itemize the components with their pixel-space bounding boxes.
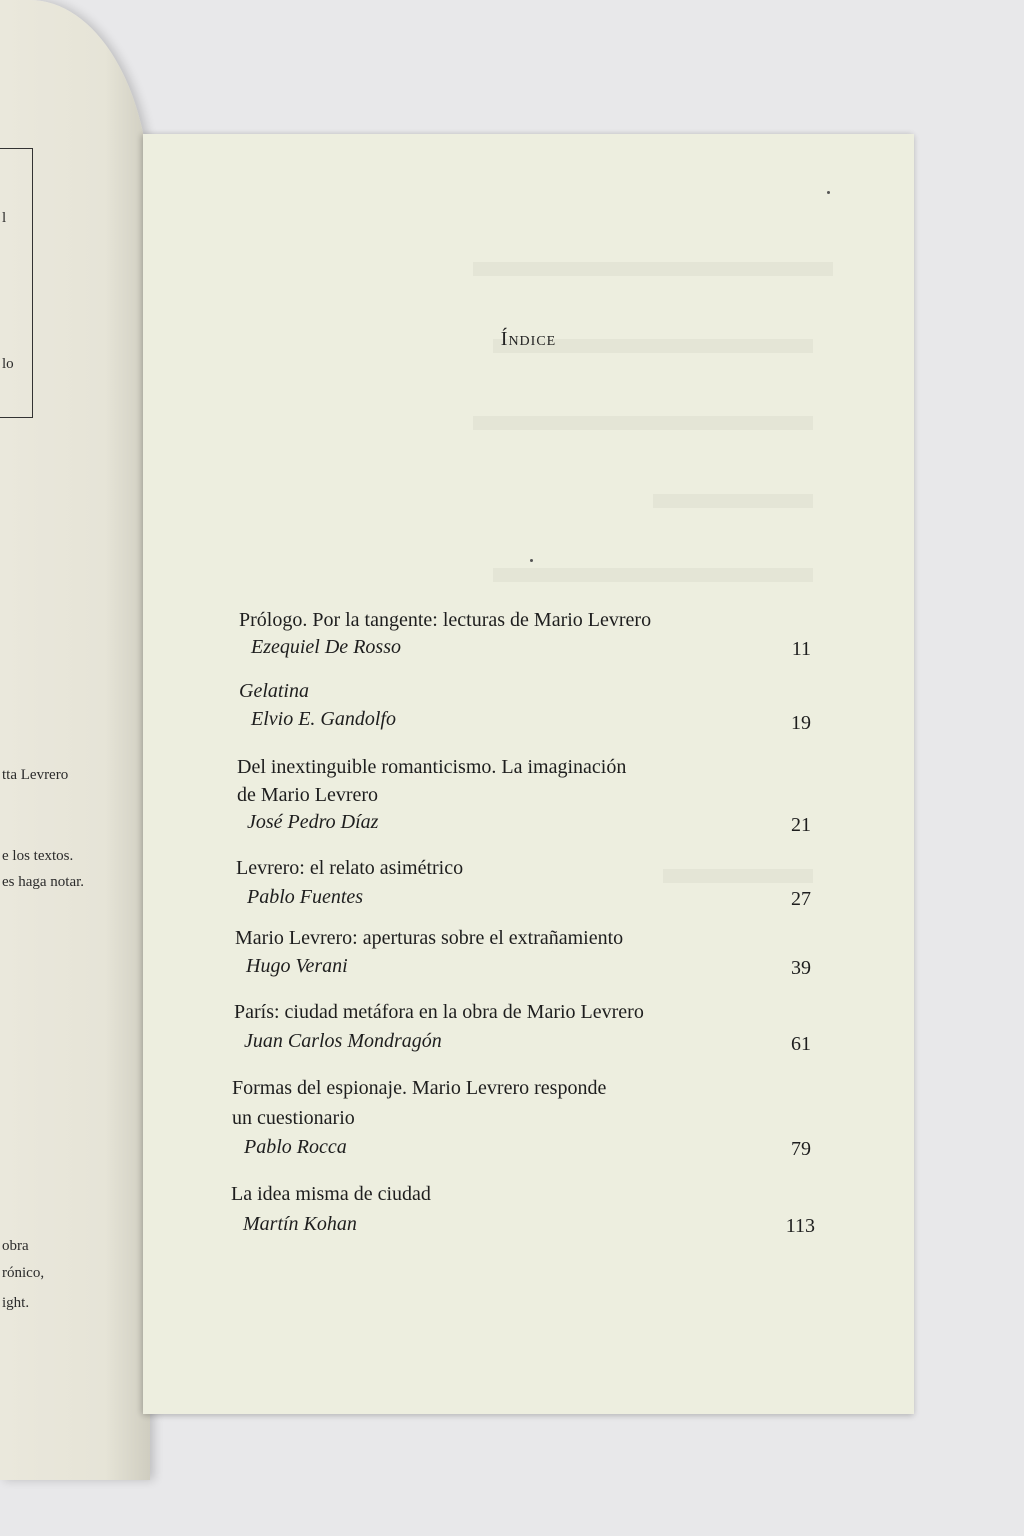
entry-author: Pablo Fuentes bbox=[247, 886, 364, 908]
show-through bbox=[663, 869, 813, 883]
index-page bbox=[143, 134, 914, 1414]
entry-title: La idea misma de ciudad bbox=[231, 1183, 431, 1205]
entry-page: 61 bbox=[791, 1033, 811, 1055]
entry-title: Gelatina bbox=[239, 680, 309, 702]
entry-page: 39 bbox=[791, 957, 811, 979]
entry-page: 27 bbox=[791, 888, 811, 910]
left-fragment: ight. bbox=[2, 1295, 30, 1311]
entry-author: Elvio E. Gandolfo bbox=[251, 708, 396, 730]
left-fragment: obra bbox=[2, 1238, 29, 1254]
show-through bbox=[473, 416, 813, 430]
entry-title: un cuestionario bbox=[232, 1107, 355, 1129]
speck bbox=[827, 191, 830, 194]
entry-title: Levrero: el relato asimétrico bbox=[236, 857, 464, 879]
left-fragment: tta Levrero bbox=[2, 767, 69, 783]
left-page-frame bbox=[0, 148, 33, 418]
entry-author: Hugo Verani bbox=[246, 955, 348, 977]
page-title: Índice bbox=[500, 328, 557, 350]
entry-page: 113 bbox=[785, 1215, 815, 1237]
entry-page: 21 bbox=[791, 814, 811, 836]
entry-title: Mario Levrero: aperturas sobre el extrañamiento bbox=[235, 927, 624, 949]
entry-author: Pablo Rocca bbox=[244, 1136, 347, 1158]
entry-author: Juan Carlos Mondragón bbox=[244, 1030, 442, 1052]
entry-title: de Mario Levrero bbox=[237, 784, 379, 806]
show-through bbox=[473, 262, 833, 276]
left-fragment: l bbox=[2, 210, 7, 226]
entry-page: 11 bbox=[791, 638, 811, 660]
speck bbox=[530, 559, 533, 562]
left-fragment: rónico, bbox=[2, 1265, 45, 1281]
left-fragment: lo bbox=[2, 356, 14, 372]
entry-title: Del inextinguible romanticismo. La imaginación bbox=[237, 756, 627, 778]
entry-title: Prólogo. Por la tangente: lecturas de Mario Levrero bbox=[239, 609, 652, 631]
entry-page: 19 bbox=[791, 712, 811, 734]
left-page bbox=[0, 0, 150, 1480]
entry-author: José Pedro Díaz bbox=[247, 811, 379, 833]
entry-page: 79 bbox=[791, 1138, 811, 1160]
show-through bbox=[653, 494, 813, 508]
entry-title: París: ciudad metáfora en la obra de Mario Levrero bbox=[234, 1001, 644, 1023]
entry-author: Martín Kohan bbox=[243, 1213, 357, 1235]
entry-title: Formas del espionaje. Mario Levrero responde bbox=[232, 1077, 607, 1099]
entry-author: Ezequiel De Rosso bbox=[251, 636, 401, 658]
left-fragment: es haga notar. bbox=[2, 874, 85, 890]
left-fragment: e los textos. bbox=[2, 848, 74, 864]
show-through bbox=[493, 568, 813, 582]
